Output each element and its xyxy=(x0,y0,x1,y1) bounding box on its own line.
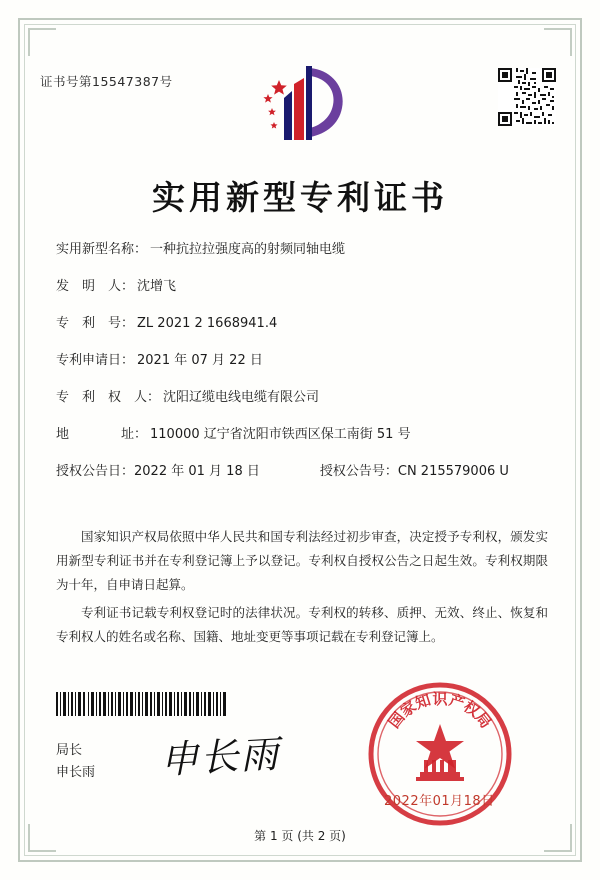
page-footer: 第 1 页 (共 2 页) xyxy=(254,829,346,843)
field-value: 一种抗拉拉强度高的射频同轴电缆 xyxy=(150,242,346,257)
field-label: 专 利 号： xyxy=(56,316,135,331)
signature-block xyxy=(56,740,95,784)
signature-role: 局长 xyxy=(56,743,83,758)
field-patent-number xyxy=(56,312,546,331)
field-label: 专利申请日： xyxy=(56,353,135,368)
seal-date: 2022年01月18日 xyxy=(384,794,495,809)
svg-text:知: 知 xyxy=(413,690,433,713)
field-value: 沈阳辽缆电线电缆有限公司 xyxy=(163,390,320,405)
field-patentee xyxy=(56,386,546,405)
field-value: ZL 2021 2 1668941.4 xyxy=(137,316,278,331)
svg-text:局: 局 xyxy=(471,708,496,732)
svg-text:识: 识 xyxy=(432,690,448,708)
border-corner-top-right xyxy=(544,28,572,56)
field-value: 沈增飞 xyxy=(137,279,177,294)
signature-name: 申长雨 xyxy=(56,765,96,780)
field-grant-row xyxy=(56,460,546,479)
border-corner-top-left xyxy=(28,28,56,56)
legal-paragraphs xyxy=(56,525,548,653)
grant-date-value: 2022 年 01 月 18 日 xyxy=(134,464,260,479)
field-address xyxy=(56,423,546,442)
certificate-number: 证书号第15547387号 xyxy=(40,74,173,89)
svg-text:家: 家 xyxy=(397,697,420,721)
field-label: 地 址： xyxy=(56,427,148,442)
legal-paragraph-2: 专利证书记载专利权登记时的法律状况。专利权的转移、质押、无效、终止、恢复和专利权人的姓名或名称、国籍、地址变更等事项记载在专利登记簿上。 xyxy=(56,605,548,644)
field-application-date xyxy=(56,349,546,368)
grant-number-value: CN 215579006 U xyxy=(397,464,509,479)
legal-paragraph-1: 国家知识产权局依照中华人民共和国专利法经过初步审查，决定授予专利权，颁发实用新型专利证书并在专利登记簿上予以登记。专利权自授权公告之日起生效。专利权期限为十年，自申请日起算。 xyxy=(56,529,548,592)
barcode-icon xyxy=(56,692,228,716)
page-title: 实用新型专利证书 xyxy=(152,178,448,217)
field-value: 2021 年 07 月 22 日 xyxy=(137,353,263,368)
field-label: 实用新型名称： xyxy=(56,242,148,257)
svg-text:权: 权 xyxy=(460,697,483,721)
patent-office-logo-icon xyxy=(248,62,352,144)
qr-code-icon xyxy=(498,68,556,126)
field-label: 发 明 人： xyxy=(56,279,135,294)
field-value: 110000 辽宁省沈阳市铁西区保工南街 51 号 xyxy=(150,427,411,442)
certificate-fields xyxy=(56,238,546,497)
field-utility-model-name xyxy=(56,238,546,257)
svg-text:国: 国 xyxy=(384,708,409,732)
svg-text:产: 产 xyxy=(447,690,467,713)
field-label: 专 利 权 人： xyxy=(56,390,161,405)
grant-date-label: 授权公告日： xyxy=(56,464,135,479)
grant-number-label: 授权公告号： xyxy=(319,464,398,479)
field-inventor xyxy=(56,275,546,294)
handwritten-signature: 申长雨 xyxy=(159,731,282,783)
